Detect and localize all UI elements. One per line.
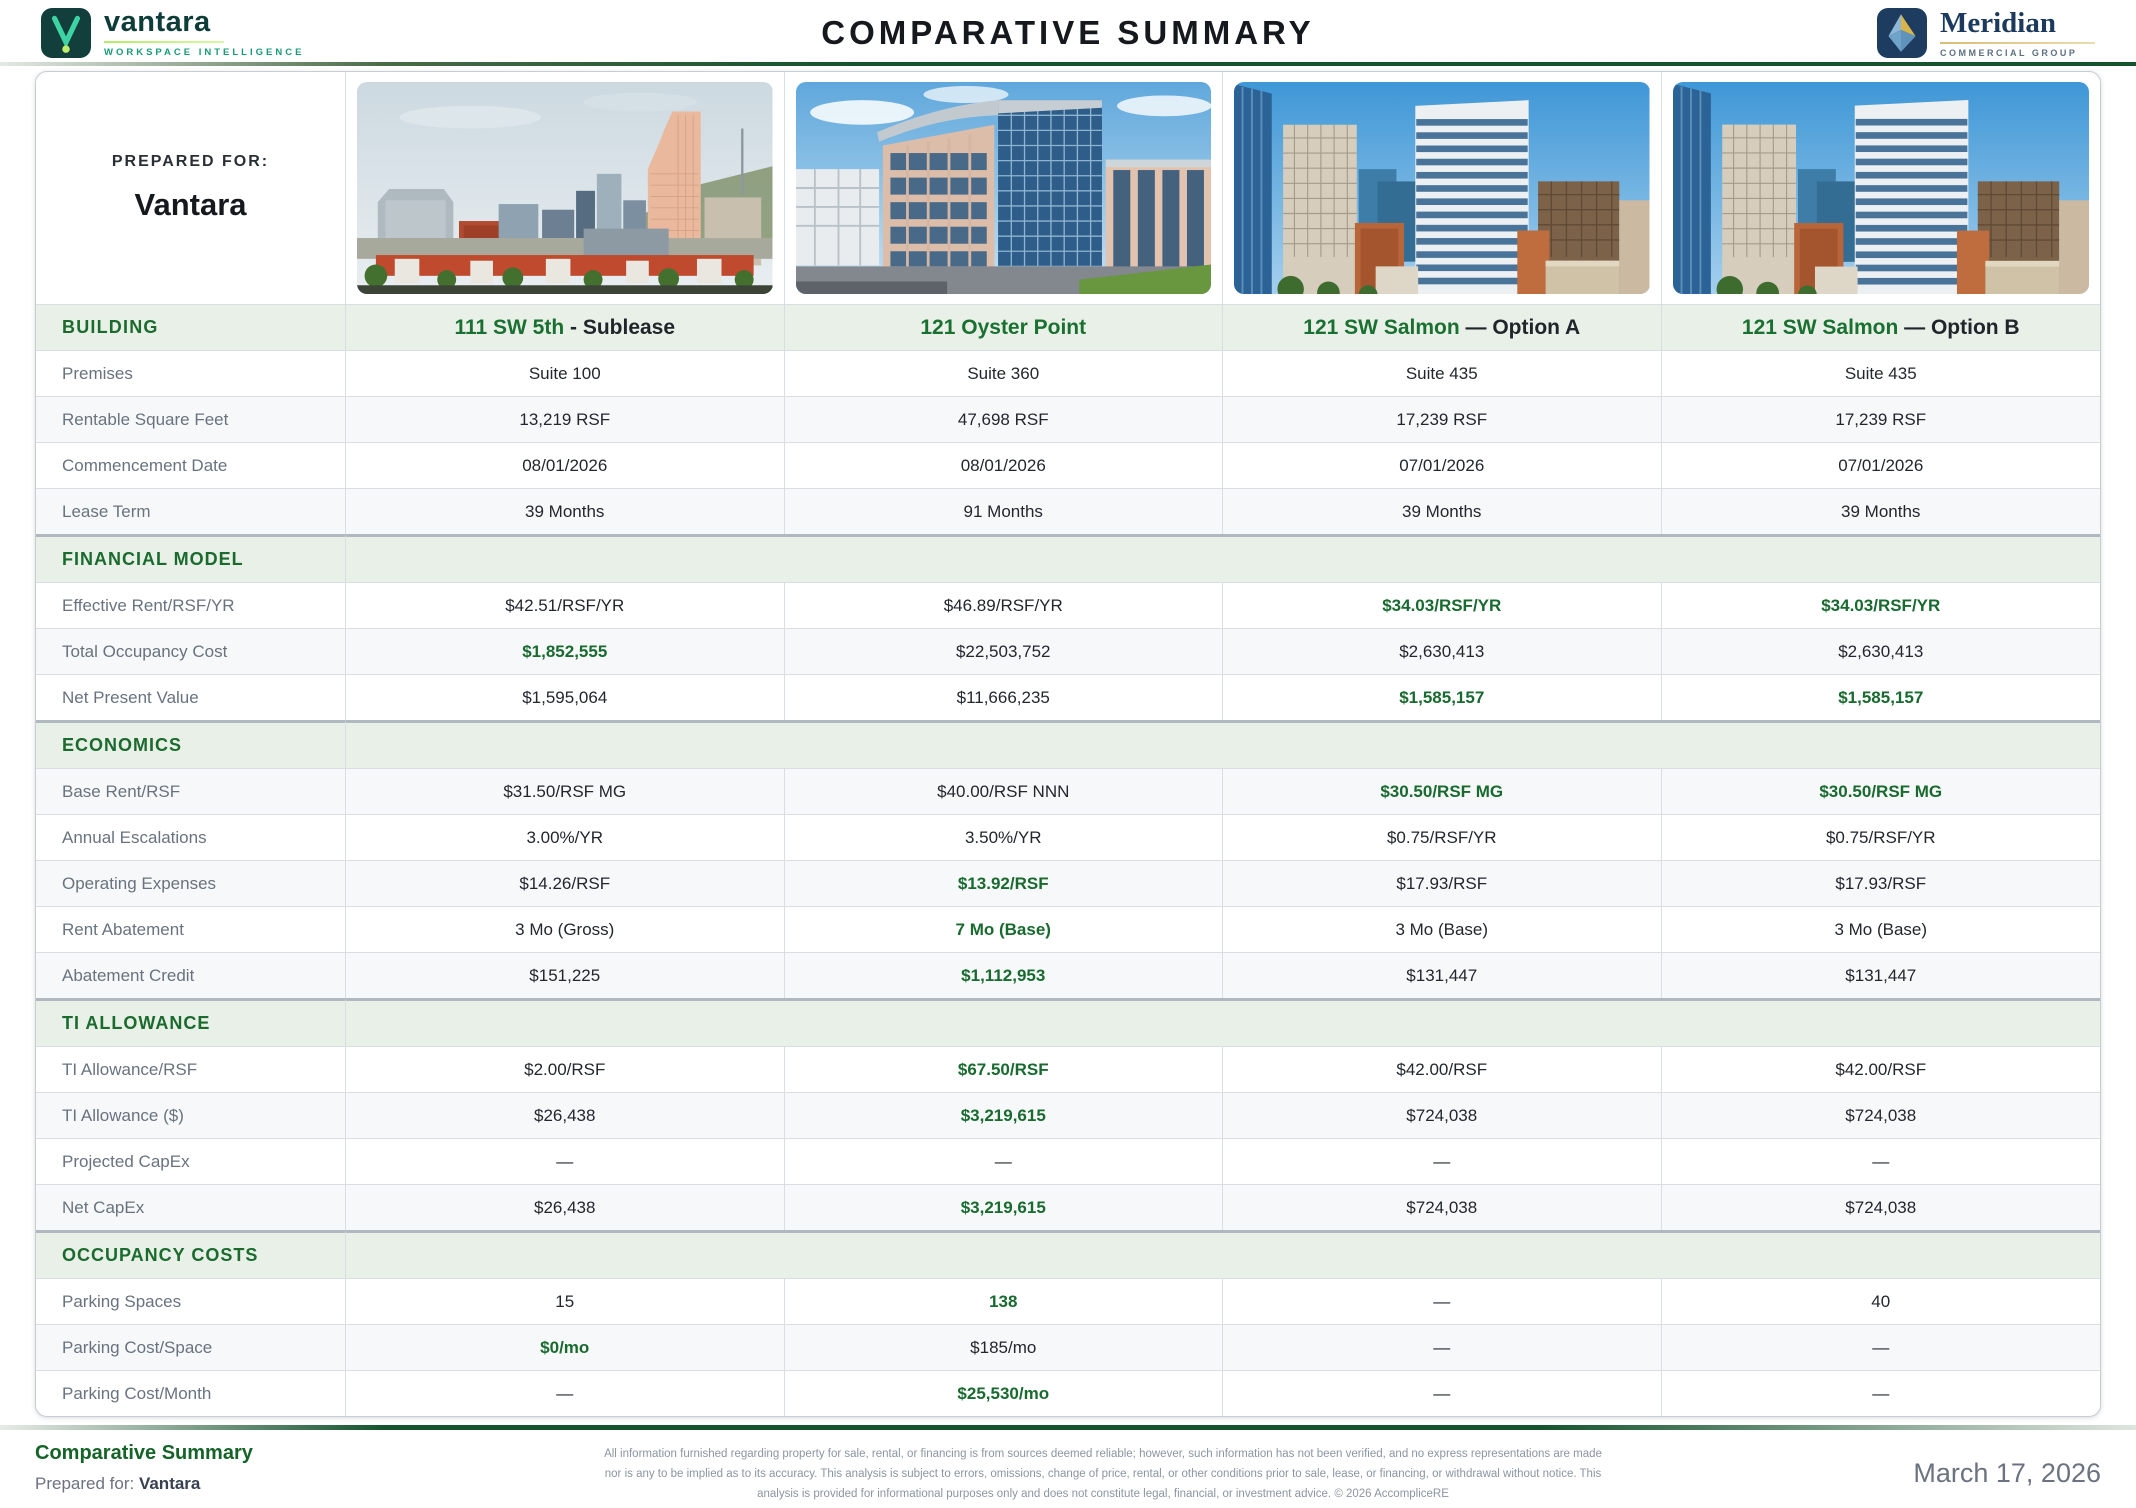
footer-title: Comparative Summary [35, 1442, 253, 1464]
building-name-3 [1223, 304, 1662, 350]
building-name-main: 121 Oyster Point [920, 315, 1087, 339]
value-lease-term-col4: 39 Months [1662, 488, 2101, 534]
value-ti-allowance-col1: $26,438 [346, 1092, 785, 1138]
row-label-projected-capex: Projected CapEx [36, 1138, 346, 1184]
value-ti-allowance-rsf-col1: $2.00/RSF [346, 1046, 785, 1092]
prepared-for-block [36, 72, 346, 304]
downtown-towers-aerial-photo [1234, 82, 1650, 294]
building-photo-2 [785, 72, 1224, 304]
value-rentable-square-feet-col1: 13,219 RSF [346, 396, 785, 442]
value-parking-cost-space-col3: — [1223, 1324, 1662, 1370]
building-row-label: BUILDING [36, 304, 346, 350]
value-net-present-value-col2: $11,666,235 [785, 674, 1224, 720]
footer [0, 1430, 2136, 1504]
meridian-logo-name: Meridian [1940, 6, 2056, 39]
value-parking-cost-month-col1: — [346, 1370, 785, 1416]
value-abatement-credit-col1: $151,225 [346, 952, 785, 998]
value-base-rent-rsf-col1: $31.50/RSF MG [346, 768, 785, 814]
value-ti-allowance-rsf-col2: $67.50/RSF [785, 1046, 1224, 1092]
value-total-occupancy-cost-col3: $2,630,413 [1223, 628, 1662, 674]
building-photo-3 [1223, 72, 1662, 304]
value-ti-allowance-col4: $724,038 [1662, 1092, 2101, 1138]
building-name-main: 121 SW Salmon [1741, 315, 1899, 339]
section-header-occupancy-costs: OCCUPANCY COSTS [36, 1230, 346, 1278]
meridian-logo [1871, 8, 2101, 58]
value-premises-col1: Suite 100 [346, 350, 785, 396]
prepared-for-client: Vantara [134, 187, 247, 222]
value-commencement-date-col1: 08/01/2026 [346, 442, 785, 488]
row-label-ti-allowance-rsf: TI Allowance/RSF [36, 1046, 346, 1092]
row-label-parking-cost-month: Parking Cost/Month [36, 1370, 346, 1416]
footer-date: March 17, 2026 [1913, 1458, 2101, 1488]
vantara-logo-underline [104, 41, 224, 43]
row-label-parking-spaces: Parking Spaces [36, 1278, 346, 1324]
row-label-annual-escalations: Annual Escalations [36, 814, 346, 860]
footer-disclaimer: All information furnished regarding property for sale, rental, or financing is from sources deemed reliable; however, such information has not been verified, and no express representations are made nor is any to be implied as to its accuracy. This analysis is subject to errors, omissions, change of price, rental, or other conditions prior to sale, lease, or financing, or withdrawal without notice. This analysis is provided for informational purposes only and does not constitute legal, financial, or investment advice. © 2026 AccompliceRE [604, 1448, 1602, 1501]
value-total-occupancy-cost-col4: $2,630,413 [1662, 628, 2101, 674]
top-header [0, 0, 2136, 60]
row-label-abatement-credit: Abatement Credit [36, 952, 346, 998]
building-photo-1 [346, 72, 785, 304]
value-lease-term-col1: 39 Months [346, 488, 785, 534]
value-base-rent-rsf-col3: $30.50/RSF MG [1223, 768, 1662, 814]
building-photo-4 [1662, 72, 2101, 304]
building-name-suffix: - Sublease [564, 315, 676, 339]
section-header-economics: ECONOMICS [36, 720, 346, 768]
value-total-occupancy-cost-col1: $1,852,555 [346, 628, 785, 674]
value-net-capex-col1: $26,438 [346, 1184, 785, 1230]
value-ti-allowance-rsf-col4: $42.00/RSF [1662, 1046, 2101, 1092]
value-effective-rent-rsf-yr-col3: $34.03/RSF/YR [1223, 582, 1662, 628]
footer-prepared-for [35, 1474, 365, 1494]
value-ti-allowance-col2: $3,219,615 [785, 1092, 1224, 1138]
meridian-logo-tagline: COMMERCIAL GROUP [1940, 47, 2078, 58]
value-effective-rent-rsf-yr-col4: $34.03/RSF/YR [1662, 582, 2101, 628]
prepared-for-label: PREPARED FOR: [111, 153, 270, 170]
portland-skyline-photo [357, 82, 773, 294]
value-base-rent-rsf-col2: $40.00/RSF NNN [785, 768, 1224, 814]
section-header-spacer [346, 998, 2100, 1046]
value-ti-allowance-col3: $724,038 [1223, 1092, 1662, 1138]
row-label-effective-rent-rsf-yr: Effective Rent/RSF/YR [36, 582, 346, 628]
value-total-occupancy-cost-col2: $22,503,752 [785, 628, 1224, 674]
value-rent-abatement-col1: 3 Mo (Gross) [346, 906, 785, 952]
comparison-grid [36, 72, 2100, 1416]
value-premises-col2: Suite 360 [785, 350, 1224, 396]
building-name-2 [785, 304, 1224, 350]
building-name-suffix: — Option B [1898, 315, 2020, 339]
value-ti-allowance-rsf-col3: $42.00/RSF [1223, 1046, 1662, 1092]
value-net-capex-col4: $724,038 [1662, 1184, 2101, 1230]
value-abatement-credit-col3: $131,447 [1223, 952, 1662, 998]
section-header-spacer [346, 534, 2100, 582]
value-parking-cost-space-col4: — [1662, 1324, 2101, 1370]
value-effective-rent-rsf-yr-col1: $42.51/RSF/YR [346, 582, 785, 628]
footer-prepared-prefix: Prepared for: [35, 1474, 139, 1493]
downtown-towers-aerial-photo [1673, 82, 2090, 294]
value-operating-expenses-col1: $14.26/RSF [346, 860, 785, 906]
value-abatement-credit-col4: $131,447 [1662, 952, 2101, 998]
value-effective-rent-rsf-yr-col2: $46.89/RSF/YR [785, 582, 1224, 628]
row-label-operating-expenses: Operating Expenses [36, 860, 346, 906]
row-label-premises: Premises [36, 350, 346, 396]
vantara-logo-tagline: WORKSPACE INTELLIGENCE [104, 47, 305, 58]
value-rent-abatement-col3: 3 Mo (Base) [1223, 906, 1662, 952]
value-annual-escalations-col1: 3.00%/YR [346, 814, 785, 860]
value-annual-escalations-col3: $0.75/RSF/YR [1223, 814, 1662, 860]
value-parking-cost-month-col4: — [1662, 1370, 2101, 1416]
value-parking-spaces-col1: 15 [346, 1278, 785, 1324]
value-commencement-date-col2: 08/01/2026 [785, 442, 1224, 488]
value-projected-capex-col2: — [785, 1138, 1224, 1184]
value-rentable-square-feet-col4: 17,239 RSF [1662, 396, 2101, 442]
row-label-net-present-value: Net Present Value [36, 674, 346, 720]
row-label-parking-cost-space: Parking Cost/Space [36, 1324, 346, 1370]
value-parking-spaces-col3: — [1223, 1278, 1662, 1324]
glass-office-building-photo [796, 82, 1212, 294]
comparison-table-card [35, 71, 2101, 1417]
value-rent-abatement-col2: 7 Mo (Base) [785, 906, 1224, 952]
row-label-ti-allowance: TI Allowance ($) [36, 1092, 346, 1138]
value-rent-abatement-col4: 3 Mo (Base) [1662, 906, 2101, 952]
value-parking-cost-month-col2: $25,530/mo [785, 1370, 1224, 1416]
value-base-rent-rsf-col4: $30.50/RSF MG [1662, 768, 2101, 814]
value-premises-col3: Suite 435 [1223, 350, 1662, 396]
section-header-ti-allowance: TI ALLOWANCE [36, 998, 346, 1046]
footer-client: Vantara [138, 1474, 201, 1493]
header-divider [0, 62, 2136, 66]
vantara-logo-icon [41, 8, 91, 58]
value-projected-capex-col3: — [1223, 1138, 1662, 1184]
value-operating-expenses-col2: $13.92/RSF [785, 860, 1224, 906]
value-rentable-square-feet-col2: 47,698 RSF [785, 396, 1224, 442]
row-label-net-capex: Net CapEx [36, 1184, 346, 1230]
row-label-lease-term: Lease Term [36, 488, 346, 534]
value-annual-escalations-col4: $0.75/RSF/YR [1662, 814, 2101, 860]
value-parking-spaces-col4: 40 [1662, 1278, 2101, 1324]
building-name-4 [1662, 304, 2101, 350]
value-net-capex-col2: $3,219,615 [785, 1184, 1224, 1230]
value-parking-cost-space-col1: $0/mo [346, 1324, 785, 1370]
value-net-present-value-col4: $1,585,157 [1662, 674, 2101, 720]
row-label-rent-abatement: Rent Abatement [36, 906, 346, 952]
building-name-1 [346, 304, 785, 350]
building-name-suffix: — Option A [1459, 315, 1581, 339]
value-projected-capex-col1: — [346, 1138, 785, 1184]
page-title: COMPARATIVE SUMMARY [821, 14, 1315, 51]
row-label-rentable-square-feet: Rentable Square Feet [36, 396, 346, 442]
row-label-base-rent-rsf: Base Rent/RSF [36, 768, 346, 814]
value-lease-term-col3: 39 Months [1223, 488, 1662, 534]
section-header-spacer [346, 1230, 2100, 1278]
meridian-logo-icon [1877, 8, 1927, 58]
section-header-financial-model: FINANCIAL MODEL [36, 534, 346, 582]
value-projected-capex-col4: — [1662, 1138, 2101, 1184]
value-parking-cost-month-col3: — [1223, 1370, 1662, 1416]
value-premises-col4: Suite 435 [1662, 350, 2101, 396]
value-parking-spaces-col2: 138 [785, 1278, 1224, 1324]
value-abatement-credit-col2: $1,112,953 [785, 952, 1224, 998]
value-operating-expenses-col4: $17.93/RSF [1662, 860, 2101, 906]
vantara-logo [35, 8, 310, 58]
value-commencement-date-col3: 07/01/2026 [1223, 442, 1662, 488]
row-label-total-occupancy-cost: Total Occupancy Cost [36, 628, 346, 674]
building-name-main: 121 SW Salmon [1303, 315, 1460, 339]
value-annual-escalations-col2: 3.50%/YR [785, 814, 1224, 860]
building-name-main: 111 SW 5th [454, 315, 565, 339]
value-net-present-value-col1: $1,595,064 [346, 674, 785, 720]
vantara-logo-name: vantara [104, 6, 211, 38]
value-commencement-date-col4: 07/01/2026 [1662, 442, 2101, 488]
value-rentable-square-feet-col3: 17,239 RSF [1223, 396, 1662, 442]
value-net-capex-col3: $724,038 [1223, 1184, 1662, 1230]
value-operating-expenses-col3: $17.93/RSF [1223, 860, 1662, 906]
row-label-commencement-date: Commencement Date [36, 442, 346, 488]
meridian-logo-underline [1940, 42, 2095, 44]
section-header-spacer [346, 720, 2100, 768]
value-parking-cost-space-col2: $185/mo [785, 1324, 1224, 1370]
value-lease-term-col2: 91 Months [785, 488, 1224, 534]
value-net-present-value-col3: $1,585,157 [1223, 674, 1662, 720]
